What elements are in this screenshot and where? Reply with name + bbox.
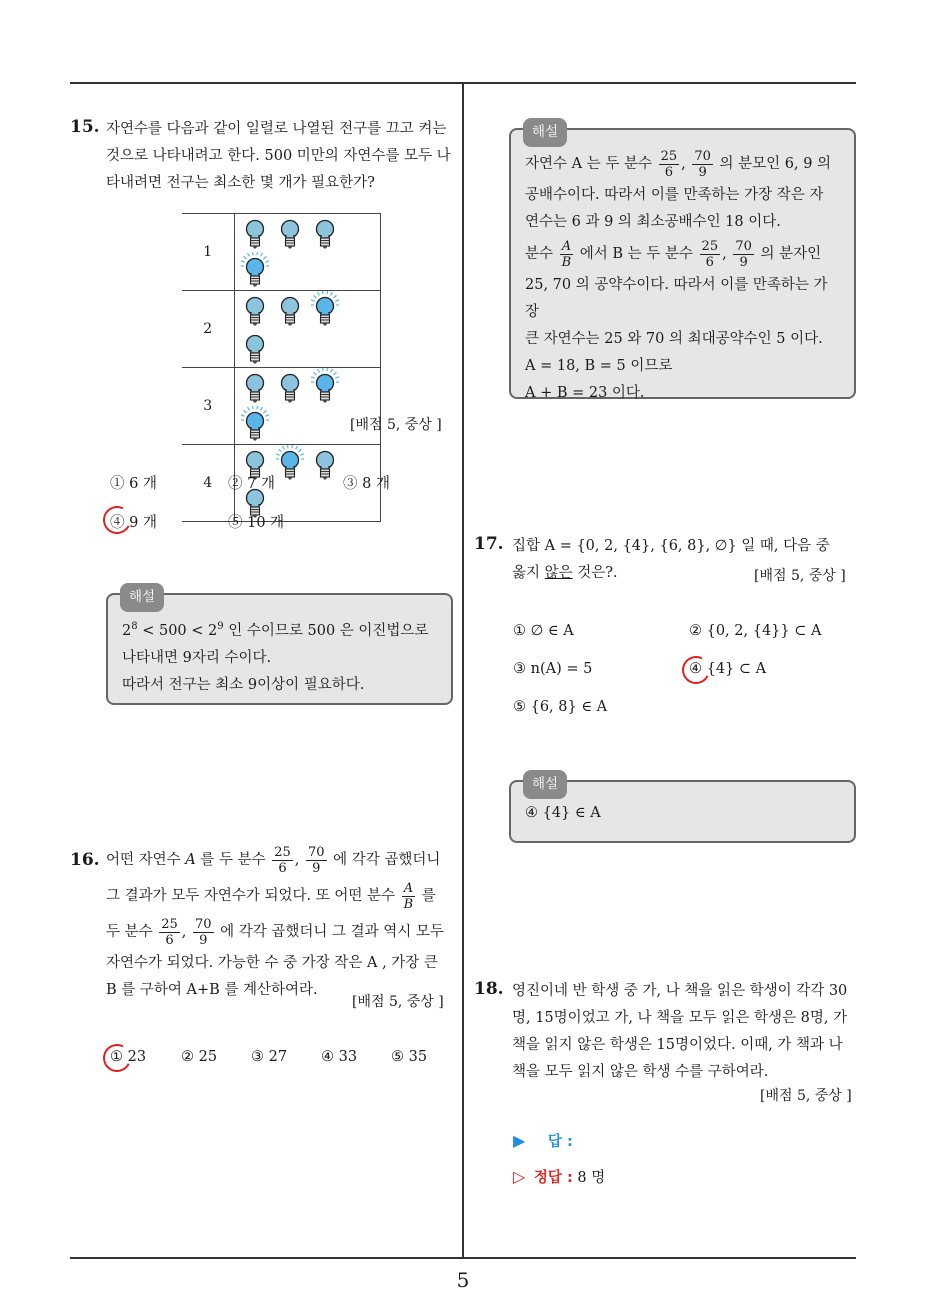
question-line: 옳지 않은 것은?.	[512, 565, 618, 581]
explanation-line: 나타내면 9자리 수이다.	[122, 649, 272, 666]
explanation-line: 큰 자연수는 25 와 70 의 최대공약수인 5 이다.	[525, 331, 823, 347]
question-15	[70, 116, 456, 197]
bulb-row-label: 4	[182, 445, 234, 522]
explanation-line: ④ {4} ∈ A	[525, 805, 601, 821]
unlit-bulb-icon	[311, 214, 339, 252]
question-number: 17.	[474, 534, 504, 554]
selected-answer-mark	[99, 1040, 134, 1075]
question-line: 그 결과가 모두 자연수가 되었다. 또 어떤 분수 $\frac{A}{B}$ 를	[106, 880, 436, 912]
question-line: 영진이네 반 학생 중 가, 나 책을 읽은 학생이 각각 30	[512, 983, 848, 999]
explanation-line: A + B = 23 이다.	[525, 385, 645, 401]
option-1[interactable]: ① ∅ ∈ A	[513, 623, 574, 639]
fraction: $\frac{70}{9}$	[307, 844, 325, 876]
explanation-box-16	[509, 124, 856, 401]
question-meta: [배점 5, 중상 ]	[352, 994, 444, 1010]
selected-answer-mark	[678, 652, 713, 687]
fraction: $\frac{25}{6}$	[161, 916, 178, 948]
play-arrow-icon: ▶	[513, 1131, 526, 1150]
question-line: 명, 15명이었고 가, 나 책을 모두 읽은 학생은 8명, 가	[512, 1010, 848, 1026]
bulb-row-label: 1	[182, 214, 234, 291]
option-3[interactable]: ③ n(A) = 5	[513, 661, 593, 677]
option-3[interactable]: ③ 27	[251, 1049, 288, 1065]
lit-bulb-icon	[241, 406, 269, 444]
answer-label: 답 :	[547, 1134, 573, 1150]
option-2[interactable]: ② 25	[181, 1049, 218, 1065]
question-text: 자연수를 다음과 같이 일렬로 나열된 전구를 끄고 켜는 것으로 나타내려고 한다. 500 미만의 자연수를 모두 나타내려면 전구는 최소한 몇 개가 필요한가?	[106, 121, 451, 191]
explanation-tag: 해설	[120, 583, 164, 612]
option-1[interactable]: ① 23	[110, 1049, 146, 1065]
question-line: 집합 A = {0, 2, {4}, {6, 8}, ∅} 일 때, 다음 중	[512, 538, 830, 554]
bulb-row	[182, 214, 380, 291]
explanation-box-15	[106, 589, 453, 705]
unlit-bulb-icon	[276, 368, 304, 406]
column-divider	[462, 84, 464, 1257]
fraction: $\frac{A}{B}$	[403, 880, 414, 912]
bottom-rule	[70, 1257, 856, 1259]
question-number: 18.	[474, 979, 504, 999]
option-2[interactable]: ② {0, 2, {4}} ⊂ A	[689, 623, 822, 639]
question-meta: [배점 5, 중상 ]	[350, 417, 442, 433]
question-number: 15.	[70, 117, 100, 137]
option-2[interactable]: ② 7 개	[228, 476, 275, 492]
question-16	[70, 842, 456, 1004]
correct-label: 정답 :	[533, 1170, 573, 1186]
unlit-bulb-icon	[276, 291, 304, 329]
explanation-line: 25, 70 의 공약수이다. 따라서 이를 만족하는 가장	[525, 277, 828, 320]
unlit-bulb-icon	[241, 214, 269, 252]
explanation-box-17	[509, 776, 856, 843]
option-5[interactable]: ⑤ {6, 8} ∈ A	[513, 699, 608, 715]
explanation-line: $2^8 < 500 < 2^9$ 인 수이므로 500 은 이진법으로	[122, 621, 429, 639]
option-3[interactable]: ③ 8 개	[343, 476, 390, 492]
bulb-cells	[234, 214, 380, 291]
option-4[interactable]: ④ 9 개	[110, 511, 157, 532]
selected-answer-mark	[99, 502, 134, 537]
question-line: 어떤 자연수 A 를 두 분수 $\frac{25}{6}$ , $\frac{70}{9}$ 에 각각 곱했더니	[106, 844, 441, 876]
explanation-line: 따라서 전구는 최소 9이상이 필요하다.	[122, 676, 365, 693]
outline-arrow-icon: ▷	[513, 1167, 526, 1186]
unlit-bulb-icon	[241, 329, 269, 367]
bulb-row-label: 3	[182, 368, 234, 445]
question-number: 16.	[70, 850, 100, 870]
fraction: $\frac{70}{9}$	[195, 916, 212, 948]
explanation-line: 공배수이다. 따라서 이를 만족하는 가장 작은 자	[525, 187, 824, 203]
correct-answer	[513, 1166, 605, 1187]
explanation-tag: 해설	[523, 118, 567, 147]
unlit-bulb-icon	[241, 368, 269, 406]
unlit-bulb-icon	[311, 445, 339, 483]
option-4[interactable]: ④ {4} ⊂ A	[689, 661, 766, 677]
explanation-tag: 해설	[523, 770, 567, 799]
question-18	[474, 978, 858, 1086]
explanation-line: 분수 $\frac{A}{B}$ 에서 B 는 두 분수 $\frac{25}{6}$ , $\frac{70}{9}$ 의 분자인	[525, 238, 822, 270]
bulb-row-label: 2	[182, 291, 234, 368]
lit-bulb-icon	[276, 445, 304, 483]
bulb-cells	[234, 291, 380, 368]
explanation-line: 연수는 6 과 9 의 최소공배수인 18 이다.	[525, 214, 781, 230]
explanation-line: 자연수 A 는 두 분수 $\frac{25}{6}$ , $\frac{70}{9}$ 의 분모인 6, 9 의	[525, 148, 832, 180]
question-line: 자연수가 되었다. 가능한 수 중 가장 작은 A , 가장 큰	[106, 955, 438, 971]
page-number: 5	[456, 1268, 470, 1292]
unlit-bulb-icon	[241, 291, 269, 329]
bulb-row	[182, 291, 380, 368]
question-meta: [배점 5, 중상 ]	[754, 568, 846, 584]
lit-bulb-icon	[241, 252, 269, 290]
option-1[interactable]: ① 6 개	[110, 476, 157, 492]
question-line: 책을 모두 읽지 않은 학생 수를 구하여라.	[512, 1064, 769, 1080]
question-meta: [배점 5, 중상 ]	[760, 1088, 852, 1104]
option-4[interactable]: ④ 33	[321, 1049, 358, 1065]
correct-value: 8 명	[577, 1170, 606, 1186]
question-line: 두 분수 $\frac{25}{6}$ , $\frac{70}{9}$ 에 각각 곱했더니 그 결과 역시 모두	[106, 916, 444, 948]
explanation-line: A = 18, B = 5 이므로	[525, 358, 673, 374]
lit-bulb-icon	[311, 291, 339, 329]
question-line: B 를 구하여 A+B 를 계산하여라.	[106, 982, 318, 998]
option-5[interactable]: ⑤ 35	[391, 1049, 428, 1065]
answer-field[interactable]	[513, 1130, 573, 1151]
lit-bulb-icon	[311, 368, 339, 406]
option-5[interactable]: ⑤ 10 개	[228, 515, 285, 531]
fraction: $\frac{25}{6}$	[274, 844, 291, 876]
question-line: 책을 읽지 않은 학생은 15명이었다. 이때, 가 책과 나	[512, 1037, 843, 1053]
unlit-bulb-icon	[276, 214, 304, 252]
